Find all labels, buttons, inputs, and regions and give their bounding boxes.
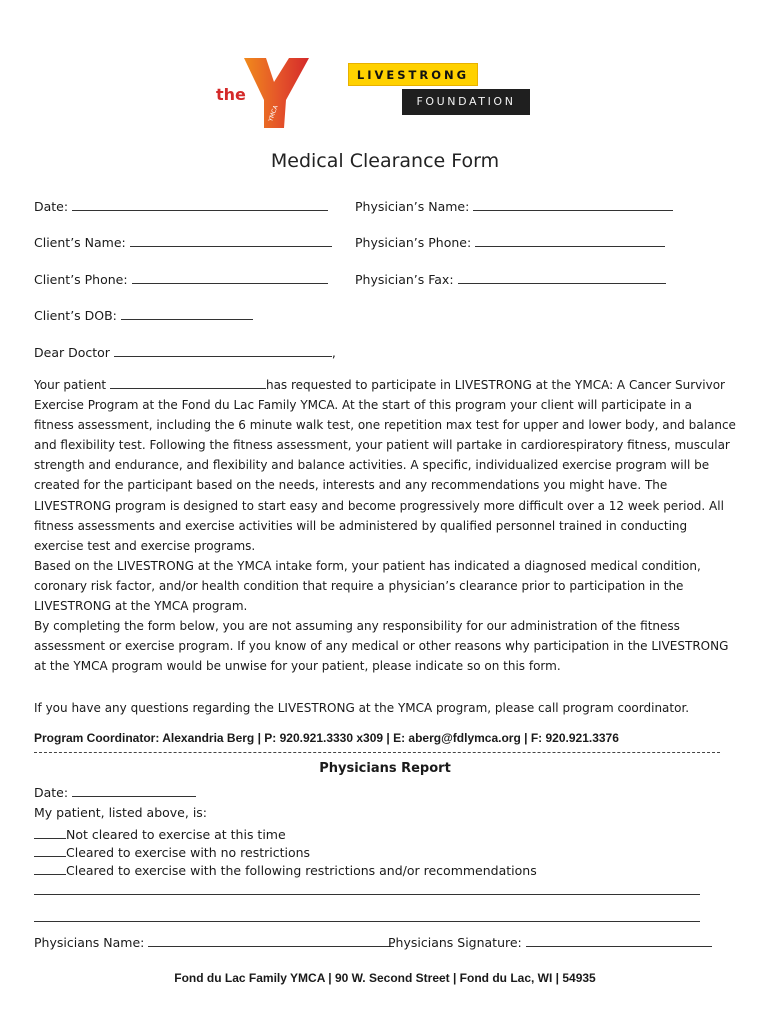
body-line: Exercise Program at the Fond du Lac Family YMCA. At the start of this program your client will participate in a [34, 398, 693, 413]
client-name-field[interactable] [34, 234, 332, 251]
option-label: Cleared to exercise with no restrictions [66, 845, 311, 860]
physician-fax-blank[interactable] [458, 271, 666, 284]
option-check-blank[interactable] [34, 826, 66, 839]
body-line: LIVESTRONG at the YMCA program. [34, 599, 248, 614]
letter-body [34, 375, 734, 676]
client-name-label: Client’s Name: [34, 235, 126, 250]
doctor-name-blank[interactable] [114, 344, 332, 357]
client-phone-blank[interactable] [132, 271, 328, 284]
physician-name-label: Physician’s Name: [355, 199, 470, 214]
option-label: Cleared to exercise with the following restrictions and/or recommendations [66, 863, 537, 878]
dear-doctor-field[interactable] [34, 344, 336, 361]
section-divider [34, 752, 720, 753]
physician-phone-label: Physician’s Phone: [355, 235, 472, 250]
report-title: Physicians Report [319, 761, 451, 776]
physician-fax-field[interactable] [355, 271, 666, 288]
ymca-logo [214, 52, 314, 130]
date-blank[interactable] [72, 198, 328, 211]
physicians-signature-field[interactable] [388, 934, 712, 951]
body-line: created for the participant based on the needs, interests and any recommendations you might have. The [34, 478, 668, 493]
restrictions-line-2[interactable] [34, 921, 700, 922]
patient-is-text: My patient, listed above, is: [34, 805, 208, 820]
option-cleared-with-restrictions[interactable] [34, 862, 537, 879]
report-date-blank[interactable] [72, 784, 196, 797]
report-date-field[interactable] [34, 784, 196, 801]
coordinator-info: Program Coordinator: Alexandria Berg | P: 920.921.3330 x309 | E: aberg@fdlymca.org | F: 920.921.3376 [34, 731, 619, 745]
option-not-cleared[interactable] [34, 826, 286, 843]
body-line: and flexibility test. Following the fitness assessment, your patient will partake in cardiorespiratory fitness, muscular [34, 438, 730, 453]
questions-text: If you have any questions regarding the LIVESTRONG at the YMCA program, please call program coordinator. [34, 701, 690, 715]
option-label: Not cleared to exercise at this time [66, 827, 286, 842]
body-line: fitness assessment, including the 6 minute walk test, one repetition max test for upper and lower body, and balance [34, 418, 736, 433]
physicians-signature-blank[interactable] [526, 934, 712, 947]
client-phone-label: Client’s Phone: [34, 272, 128, 287]
dear-doctor-comma: , [331, 345, 336, 360]
physician-name-field[interactable] [355, 198, 673, 215]
patient-prefix: Your patient [34, 378, 107, 392]
body-line: assessment or exercise program. If you know of any medical or other reasons why participation in the LIVESTRONG [34, 639, 729, 654]
physician-name-blank[interactable] [473, 198, 673, 211]
restrictions-line-1[interactable] [34, 894, 700, 895]
physician-phone-blank[interactable] [475, 234, 665, 247]
physicians-name-blank[interactable] [148, 934, 394, 947]
physician-fax-label: Physician’s Fax: [355, 272, 454, 287]
body-line: strength and endurance, and flexibility and balance activities. A specific, individualized exercise program will be [34, 458, 710, 473]
physicians-signature-label: Physicians Signature: [388, 935, 522, 950]
client-dob-field[interactable] [34, 307, 253, 324]
client-phone-field[interactable] [34, 271, 328, 288]
ymca-the-text: the [216, 85, 246, 104]
patient-name-blank[interactable] [110, 376, 266, 389]
physicians-name-label: Physicians Name: [34, 935, 145, 950]
body-line: at the YMCA program would be unwise for your patient, please indicate so on this form. [34, 659, 561, 674]
body-line: LIVESTRONG program is designed to start easy and become progressively more difficult over a 12 week period. All [34, 498, 724, 513]
body-line: exercise test and exercise programs. [34, 538, 256, 553]
footer-address: Fond du Lac Family YMCA | 90 W. Second Street | Fond du Lac, WI | 54935 [174, 971, 596, 985]
client-dob-blank[interactable] [121, 307, 253, 320]
body-line: fitness assessments and exercise activities will be administered by qualified personnel trained in conducting [34, 518, 688, 533]
report-date-label: Date: [34, 785, 69, 800]
option-cleared-no-restrictions[interactable] [34, 844, 310, 861]
dear-doctor-label: Dear Doctor [34, 345, 110, 360]
physicians-name-field[interactable] [34, 934, 394, 951]
client-dob-label: Client’s DOB: [34, 308, 117, 323]
patient-line [34, 375, 734, 395]
form-title: Medical Clearance Form [270, 150, 500, 172]
ymca-small-text: YMCA [267, 104, 280, 123]
client-name-blank[interactable] [130, 234, 332, 247]
date-label: Date: [34, 199, 69, 214]
option-check-blank[interactable] [34, 844, 66, 857]
body-line: Based on the LIVESTRONG at the YMCA intake form, your patient has indicated a diagnosed medical condition, [34, 558, 701, 573]
foundation-logo: FOUNDATION [402, 89, 530, 115]
date-field[interactable] [34, 198, 328, 215]
patient-suffix: has requested to participate in LIVESTRONG at the YMCA: A Cancer Survivor [265, 378, 725, 392]
physician-phone-field[interactable] [355, 234, 665, 251]
livestrong-logo: LIVESTRONG [348, 63, 478, 86]
option-check-blank[interactable] [34, 862, 66, 875]
body-line: By completing the form below, you are not assuming any responsibility for our administration of the fitness [34, 619, 680, 634]
body-line: coronary risk factor, and/or health condition that require a physician’s clearance prior to participation in the [34, 578, 684, 593]
